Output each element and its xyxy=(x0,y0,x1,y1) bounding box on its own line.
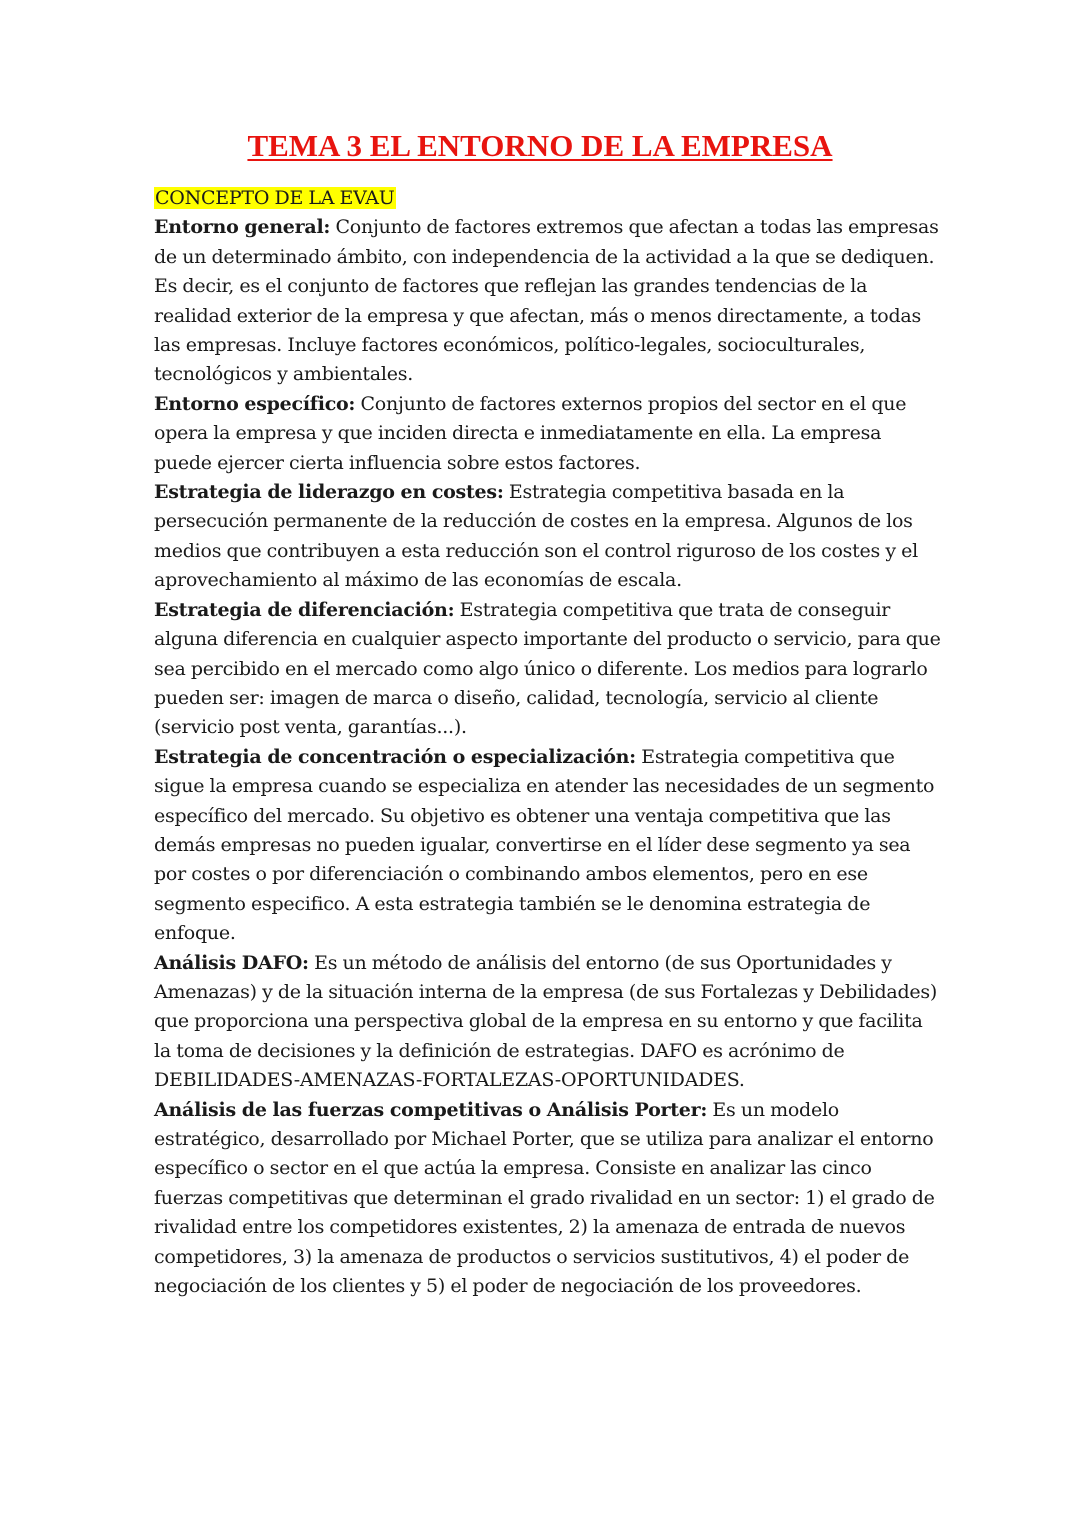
definition-text: Estrategia competitiva que sigue la empresa cuando se especializa en atender las necesidades de un segmento específico del mercado. Su objetivo es obtener una ventaja competitiva que las demás empresas no pueden igualar, convertirse en el líder dese segmento ya sea por costes o por diferenciación o combinando ambos elementos, pero en ese segmento especifico. A esta estrategia también se le denomina estrategia de enfoque. xyxy=(154,745,935,945)
definition-term: Estrategia de liderazgo en costes: xyxy=(154,481,504,504)
definition-text: Estrategia competitiva que trata de conseguir alguna diferencia en cualquier aspecto importante del producto o servicio, para que sea percibido en el mercado como algo único o diferente. Los medios para lograrlo pueden ser: imagen de marca o diseño, calidad, tecnología, servicio al cliente (servicio post venta, garantías...). xyxy=(154,598,941,739)
page-title-text: TEMA 3 EL ENTORNO DE LA EMPRESA xyxy=(247,128,833,163)
definition-text: Conjunto de factores externos propios del sector en el que opera la empresa y que inciden directa e inmediatamente en ella. La empresa puede ejercer cierta influencia sobre estos factores. xyxy=(154,392,907,474)
definition-text: Es un método de análisis del entorno (de sus Oportunidades y Amenazas) y de la situación interna de la empresa (de sus Fortalezas y Debilidades) que proporciona una perspectiva global de la empresa en su entorno y que facilita la toma de decisiones y la definición de estrategias. DAFO es acrónimo de DEBILIDADES-AMENAZAS-FORTALEZAS-OPORTUNIDADES. xyxy=(154,951,938,1092)
definition-term: Análisis DAFO: xyxy=(154,951,309,974)
definition-porter xyxy=(154,1096,944,1302)
definition-term: Entorno general: xyxy=(154,216,331,239)
document-body xyxy=(154,184,944,1301)
definition-text: Es un modelo estratégico, desarrollado por Michael Porter, que se utiliza para analizar el entorno específico o sector en el que actúa la empresa. Consiste en analizar las cinco fuerzas competitivas que determinan el grado rivalidad en un sector: 1) el grado de rivalidad entre los competidores existentes, 2) la amenaza de entrada de nuevos competidores, 3) la amenaza de productos o servicios sustitutivos, 4) el poder de negociación de los clientes y 5) el poder de negociación de los proveedores. xyxy=(154,1098,935,1298)
definition-entorno-especifico xyxy=(154,390,944,478)
definition-diferenciacion xyxy=(154,596,944,743)
definition-dafo xyxy=(154,949,944,1096)
definition-concentracion xyxy=(154,743,944,949)
definition-liderazgo-costes xyxy=(154,478,944,596)
definition-text: Estrategia competitiva basada en la persecución permanente de la reducción de costes en la empresa. Algunos de los medios que contribuyen a esta reducción son el control riguroso de los costes y el aprovechamiento al máximo de las economías de escala. xyxy=(154,481,918,592)
section-label: CONCEPTO DE LA EVAU xyxy=(155,187,395,209)
definition-term: Análisis de las fuerzas competitivas o Análisis Porter: xyxy=(154,1098,708,1121)
definition-entorno-general xyxy=(154,213,944,389)
definition-text: Conjunto de factores extremos que afectan a todas las empresas de un determinado ámbito, con independencia de la actividad a la que se dediquen. Es decir, es el conjunto de factores que reflejan las grandes tendencias de la realidad exterior de la empresa y que afectan, más o menos directamente, a todas las empresas. Incluye factores económicos, político-legales, socioculturales, tecnológicos y ambientales. xyxy=(154,216,939,386)
definition-term: Estrategia de diferenciación: xyxy=(154,598,455,621)
definition-term: Estrategia de concentración o especialización: xyxy=(154,745,636,768)
section-label-line xyxy=(154,184,944,213)
definition-term: Entorno específico: xyxy=(154,392,356,415)
page-title xyxy=(0,126,1080,166)
